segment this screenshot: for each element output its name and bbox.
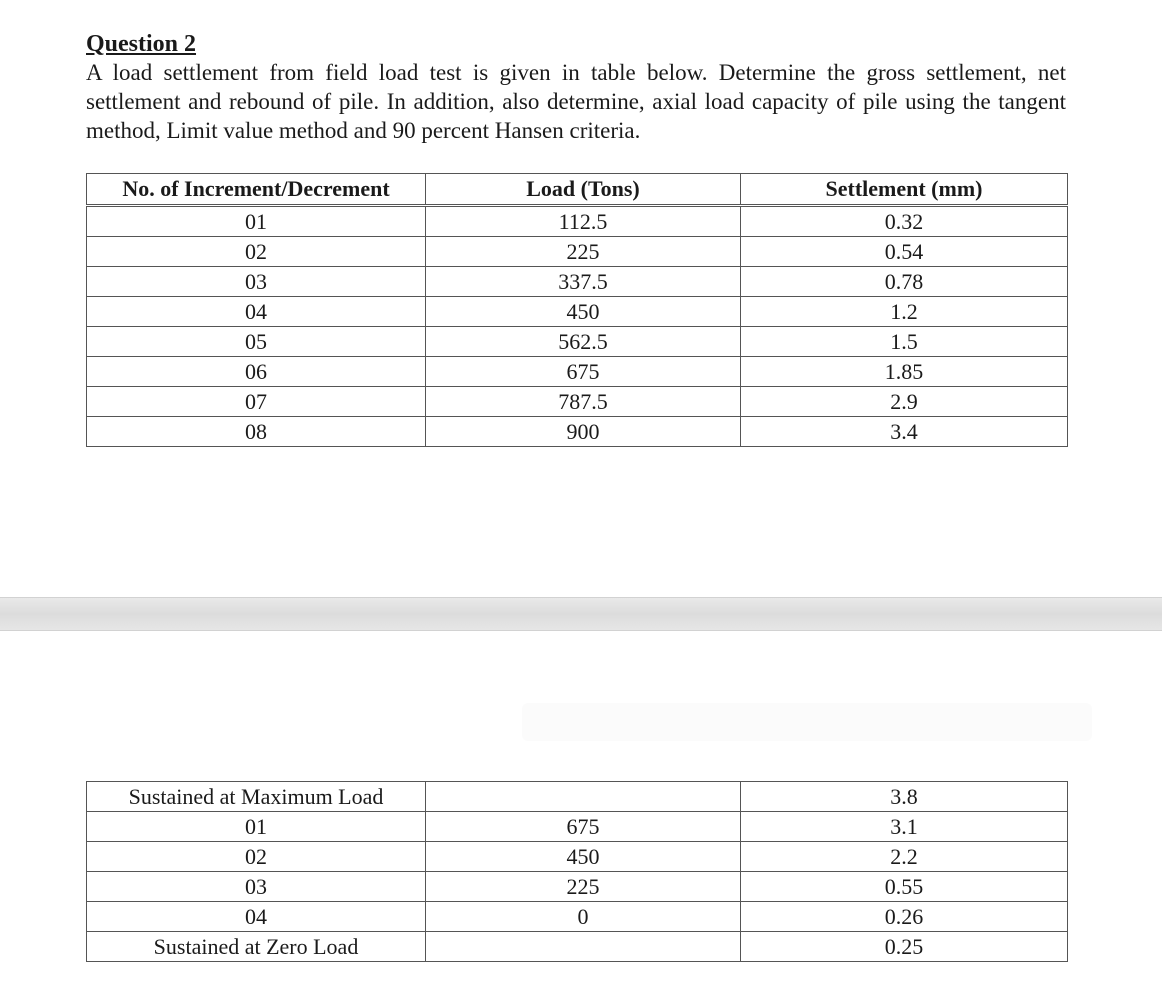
cell-increment: 03 — [87, 267, 426, 297]
cell-load: 225 — [426, 872, 741, 902]
cell-settlement: 1.5 — [741, 327, 1068, 357]
cell-settlement: 1.2 — [741, 297, 1068, 327]
cell-increment: 02 — [87, 842, 426, 872]
cell-settlement: 3.1 — [741, 812, 1068, 842]
table-row — [87, 417, 1068, 447]
cell-increment: 05 — [87, 327, 426, 357]
table-row — [87, 206, 1068, 237]
cell-load — [426, 782, 741, 812]
cell-settlement: 0.55 — [741, 872, 1068, 902]
cell-settlement: 0.54 — [741, 237, 1068, 267]
question-text: A load settlement from field load test is given in table below. Determine the gross settlement, net settlement and rebound of pile. In addition, also determine, axial load capacity of pile using the tangent method, Limit value method and 90 percent Hansen criteria. — [86, 60, 1066, 143]
header-settlement: Settlement (mm) — [741, 174, 1068, 206]
table-row — [87, 932, 1068, 962]
table-row — [87, 387, 1068, 417]
table-row — [87, 267, 1068, 297]
unloading-settlement-table — [86, 781, 1068, 962]
cell-load: 900 — [426, 417, 741, 447]
cell-increment: 07 — [87, 387, 426, 417]
cell-increment: 02 — [87, 237, 426, 267]
table-row — [87, 782, 1068, 812]
cell-load: 112.5 — [426, 206, 741, 237]
cell-load — [426, 932, 741, 962]
cell-settlement: 0.26 — [741, 902, 1068, 932]
cell-load: 225 — [426, 237, 741, 267]
cell-settlement: 0.25 — [741, 932, 1068, 962]
table-row — [87, 842, 1068, 872]
cell-settlement: 0.78 — [741, 267, 1068, 297]
question-heading: Question 2 — [86, 31, 197, 57]
cell-load: 675 — [426, 357, 741, 387]
cell-load: 0 — [426, 902, 741, 932]
cell-load: 787.5 — [426, 387, 741, 417]
table-row — [87, 872, 1068, 902]
cell-increment: 01 — [87, 812, 426, 842]
cell-increment: 01 — [87, 206, 426, 237]
cell-settlement: 3.8 — [741, 782, 1068, 812]
table-row — [87, 297, 1068, 327]
cell-settlement: 2.9 — [741, 387, 1068, 417]
cell-increment: 04 — [87, 902, 426, 932]
table-header-row — [87, 174, 1068, 206]
header-increment: No. of Increment/Decrement — [87, 174, 426, 206]
table-row — [87, 327, 1068, 357]
cell-settlement: 2.2 — [741, 842, 1068, 872]
cell-settlement: 1.85 — [741, 357, 1068, 387]
cell-settlement: 3.4 — [741, 417, 1068, 447]
cell-increment: 04 — [87, 297, 426, 327]
cell-increment: 06 — [87, 357, 426, 387]
cell-load: 450 — [426, 842, 741, 872]
table-row — [87, 812, 1068, 842]
cell-load: 450 — [426, 297, 741, 327]
cell-increment: 08 — [87, 417, 426, 447]
table-row — [87, 902, 1068, 932]
cell-load: 562.5 — [426, 327, 741, 357]
page-break-divider — [0, 597, 1162, 631]
cell-increment: 03 — [87, 872, 426, 902]
cell-increment: Sustained at Zero Load — [87, 932, 426, 962]
cell-settlement: 0.32 — [741, 206, 1068, 237]
cell-increment: Sustained at Maximum Load — [87, 782, 426, 812]
faint-highlight-area — [522, 703, 1092, 741]
table-row — [87, 237, 1068, 267]
cell-load: 675 — [426, 812, 741, 842]
table-row — [87, 357, 1068, 387]
cell-load: 337.5 — [426, 267, 741, 297]
header-load: Load (Tons) — [426, 174, 741, 206]
load-settlement-table — [86, 173, 1068, 447]
